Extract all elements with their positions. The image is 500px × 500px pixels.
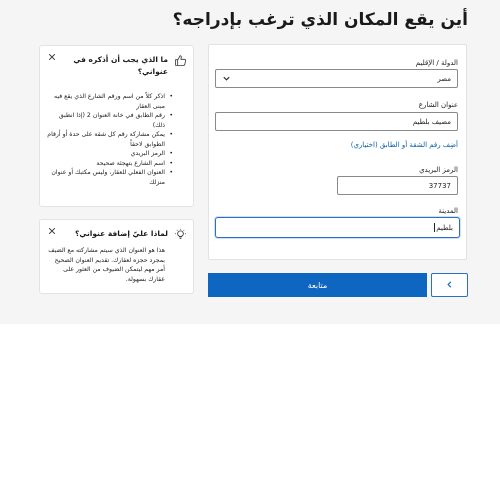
close-icon[interactable]	[48, 53, 56, 64]
country-label: الدولة / الإقليم	[415, 59, 458, 67]
city-input-value: بلطيم	[436, 223, 453, 232]
city-input[interactable]	[215, 217, 460, 238]
postal-code-label: الرمز البريدي	[419, 166, 458, 174]
close-icon[interactable]	[48, 227, 56, 238]
text-cursor	[434, 223, 435, 232]
list-item: • اذكر كلاً من اسم ورقم الشارع الذي يقع فيه مبنى العقار	[47, 92, 165, 111]
why-address-card	[39, 219, 194, 294]
list-item: • يمكن مشاركة رقم كل شقة على حدة أو أرقام الطوابق لاحقاً	[47, 130, 165, 149]
why-address-title: لماذا عليّ إضافة عنواني؟	[75, 229, 168, 238]
address-tips-list	[47, 92, 165, 187]
address-form-card	[208, 44, 467, 260]
street-label: عنوان الشارع	[418, 101, 458, 109]
continue-button[interactable]: متابعة	[208, 273, 427, 297]
page-title: أين يقع المكان الذي ترغب بإدراجه؟	[172, 10, 468, 30]
country-select-value: مصر	[437, 74, 451, 83]
add-unit-link[interactable]: أضِف رقم الشقة أو الطابق (اختياري)	[350, 141, 458, 149]
postal-code-input[interactable]: 37737	[337, 176, 458, 195]
back-button[interactable]	[431, 273, 468, 297]
address-tips-card	[39, 45, 194, 207]
chevron-down-icon	[222, 74, 231, 85]
list-item: • رقم الطابق في خانة العنوان 2 (إذا انطبق ذلك)	[47, 111, 165, 130]
list-item: • العنوان الفعلي للعقار، وليس مكتبك أو عنوان منزلك	[47, 168, 165, 187]
city-label: المدينة	[438, 207, 458, 215]
list-item: • الرمز البريدي	[47, 149, 165, 159]
country-select[interactable]	[215, 69, 458, 88]
thumbs-up-icon	[174, 52, 187, 65]
street-address-input[interactable]: مصيف بلطيم	[215, 112, 458, 131]
list-item: • اسم الشارع بتهجئة صحيحة	[47, 159, 165, 169]
chevron-left-icon	[445, 278, 454, 292]
why-address-body: هذا هو العنوان الذي سيتم مشاركته مع الضيف بمجرد حجزه لعقارك. تقديم العنوان الصحيح أمر مهم ليتمكن الضيوف من العثور على عقارك بسهولة.	[48, 247, 165, 283]
address-tips-title: ما الذي يجب أن أذكره في عنواني؟	[73, 55, 168, 76]
lightbulb-icon	[174, 226, 187, 239]
